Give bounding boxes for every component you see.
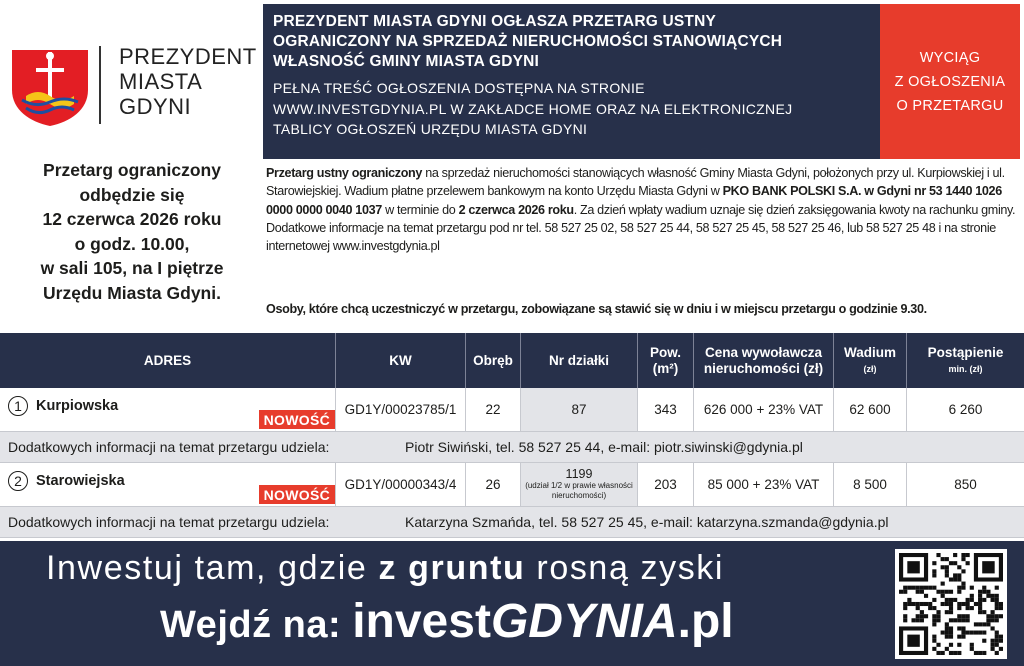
- header-unit: min. (zł): [948, 363, 983, 374]
- site-part: .pl: [677, 595, 734, 648]
- table-row: [0, 463, 1024, 507]
- header-text: Pow.: [649, 344, 681, 360]
- extract-line: O PRZETARGU: [896, 98, 1004, 114]
- website-cta: [160, 594, 734, 649]
- deposit-cell: 62 600: [834, 388, 907, 431]
- brand-name: [119, 44, 257, 119]
- contact-label: Dodatkowych informacji na temat przetargu udziela:: [8, 439, 330, 455]
- new-badge: NOWOŚĆ: [259, 485, 335, 504]
- info-line: o godz. 10.00,: [74, 233, 190, 254]
- properties-table: [0, 333, 1024, 538]
- row-number: 1: [8, 396, 28, 416]
- area-cell: 203: [638, 463, 694, 506]
- qr-code[interactable]: [895, 549, 1007, 659]
- subtitle-line: PEŁNA TREŚĆ OGŁOSZENIA DOSTĘPNA NA STRONIE: [273, 80, 645, 96]
- bold-text: Przetarg ustny ograniczony: [266, 166, 423, 180]
- site-part: invest: [352, 595, 491, 648]
- plot-number: 1199: [565, 467, 593, 481]
- area-cell: 343: [638, 388, 694, 431]
- header-deposit: [834, 333, 907, 388]
- auction-date-info: [10, 158, 254, 305]
- subtitle-line: TABLICY OGŁOSZEŃ URZĘDU MIASTA GDYNI: [273, 121, 588, 137]
- kw-cell: GD1Y/00000343/4: [336, 463, 466, 506]
- announcement-title: [273, 12, 870, 72]
- website-link[interactable]: [352, 595, 733, 648]
- deadline-date: 2 czerwca 2026 roku: [458, 202, 574, 217]
- extract-line: WYCIĄG: [919, 50, 981, 66]
- auction-description: [266, 164, 1018, 255]
- contact-value: Katarzyna Szmańda, tel. 58 527 25 45, e-mail: katarzyna.szmanda@gdynia.pl: [405, 514, 889, 530]
- body-text: w terminie do: [381, 202, 459, 217]
- qr-code-icon: [899, 553, 1003, 655]
- address-name: Starowiejska: [36, 473, 125, 489]
- table-header: [0, 333, 1024, 388]
- gdynia-coat-of-arms-logo: [8, 44, 92, 128]
- title-line: PREZYDENT MIASTA GDYNI OGŁASZA PRZETARG USTNY: [273, 13, 717, 30]
- address-cell: [0, 463, 336, 506]
- info-line: Przetarg ograniczony: [43, 160, 221, 180]
- info-line: 12 czerwca 2026 roku: [42, 209, 222, 229]
- header-kw: KW: [336, 333, 466, 388]
- header-area: [638, 333, 694, 388]
- slogan-text: Inwestuj tam, gdzie: [46, 549, 379, 587]
- header-address: ADRES: [0, 333, 336, 388]
- header-min-step: [907, 333, 1024, 388]
- precinct-cell: 22: [466, 388, 521, 431]
- slogan-emphasis: z gruntu: [378, 549, 526, 587]
- new-badge: NOWOŚĆ: [259, 410, 335, 429]
- min-step-cell: 6 260: [948, 402, 983, 417]
- info-line: Urzędu Miasta Gdyni.: [43, 282, 221, 303]
- header-text: nieruchomości (zł): [703, 360, 824, 376]
- info-line: odbędzie się: [79, 184, 185, 205]
- title-line: OGRANICZONY NA SPRZEDAŻ NIERUCHOMOŚCI STANOWIĄCYCH: [273, 33, 783, 50]
- header-precinct: Obręb: [466, 333, 521, 388]
- brand-line: GDYNI: [119, 94, 192, 119]
- brand-line: PREZYDENT: [119, 44, 257, 69]
- precinct-cell: 26: [466, 463, 521, 506]
- info-line: w sali 105, na I piętrze: [40, 258, 224, 278]
- attendance-notice: Osoby, które chcą uczestniczyć w przetargu, zobowiązane są stawić się w dniu i w miejscu przetargu o godzinie 9.30.: [266, 302, 927, 316]
- brand-line: MIASTA: [119, 69, 203, 94]
- logo-divider: [99, 46, 101, 124]
- header-text: Cena wywoławcza: [704, 344, 823, 360]
- announcement-header: [263, 4, 880, 159]
- promo-footer: [0, 541, 1024, 666]
- announcement-subtitle: [273, 78, 870, 140]
- address-name: Kurpiowska: [36, 398, 119, 414]
- body-text: na sprzedaż nieruchomości stanowiących własność Gminy Miasta Gdyni, położonych przy ul. Kurpiowskiej i ul. Starowiejskiej. Wadium płatne przelewem bankowym na konto Urzędu Miasta Gdyni w: [266, 166, 1005, 199]
- slogan: [46, 549, 724, 588]
- extract-badge: [880, 4, 1020, 159]
- contact-row: [0, 432, 1024, 463]
- row-number: 2: [8, 471, 28, 491]
- extract-line: Z OGŁOSZENIA: [894, 74, 1006, 90]
- subtitle-line: WWW.INVESTGDYNIA.PL W ZAKŁADCE HOME ORAZ NA ELEKTRONICZNEJ: [273, 100, 793, 117]
- price-cell: 626 000 + 23% VAT: [694, 388, 834, 431]
- header-text: (m²): [652, 360, 679, 376]
- cta-text: Wejdź na:: [160, 604, 353, 646]
- header-text: Postąpienie: [927, 344, 1004, 360]
- plot-share-note: (udział 1/2 w prawie własności nieruchomości): [525, 481, 633, 500]
- header-unit: (zł): [863, 363, 877, 374]
- contact-row: [0, 507, 1024, 538]
- header-plot: Nr działki: [521, 333, 638, 388]
- bank-account: PKO BANK POLSKI S.A. w Gdyni nr 53 1440 1026 0000 0000 0040 1037: [266, 184, 1002, 217]
- table-row: [0, 388, 1024, 432]
- plot-cell: 87: [521, 388, 638, 431]
- slogan-text: rosną zyski: [525, 549, 725, 587]
- address-cell: [0, 388, 336, 431]
- price-cell: 85 000 + 23% VAT: [694, 463, 834, 506]
- header-price: [694, 333, 834, 388]
- contact-label: Dodatkowych informacji na temat przetargu udziela:: [8, 514, 330, 530]
- site-part: GDYNIA: [490, 595, 678, 648]
- kw-cell: GD1Y/00023785/1: [336, 388, 466, 431]
- body-text: . Za dzień wpłaty wadium uznaje się dzień zaksięgowania kwoty na rachunku gminy. Dodatkowe informacje na temat przetargu pod nr tel. 58 527 25 02, 58 527 25 44, 58 527 25 45, 58 527 25 46, lub 58 527 25 48 i na stronie internetowej www.investgdynia.pl: [266, 202, 1016, 254]
- min-step-cell: 850: [954, 477, 977, 492]
- contact-value: Piotr Siwiński, tel. 58 527 25 44, e-mail: piotr.siwinski@gdynia.pl: [405, 439, 803, 455]
- deposit-cell: 8 500: [834, 463, 907, 506]
- title-line: WŁASNOŚĆ GMINY MIASTA GDYNI: [273, 53, 540, 70]
- plot-cell: [521, 463, 638, 506]
- header-text: Wadium: [844, 344, 896, 360]
